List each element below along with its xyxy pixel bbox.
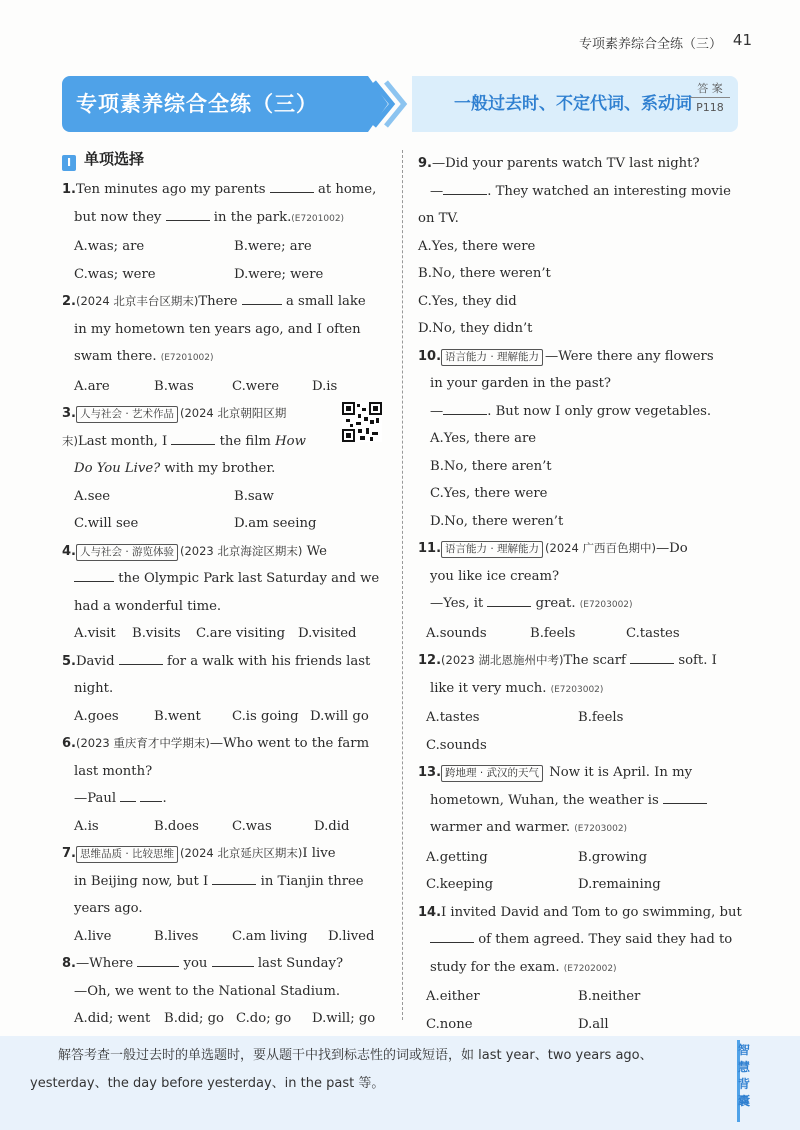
chapter-banner: [62, 76, 738, 132]
question-source: (2023 湖北恩施州中考): [441, 653, 564, 667]
option-c[interactable]: C.was: [232, 818, 272, 834]
question-text: years ago.: [74, 901, 143, 916]
question-source: (2024 北京延庆区期末): [180, 846, 303, 860]
qr-code-icon[interactable]: [342, 402, 382, 442]
question-text: you like ice cream?: [430, 568, 560, 584]
question-text: —Were there any flowers: [545, 348, 714, 364]
question-text: on TV.: [418, 211, 459, 226]
question-text: in your garden in the past?: [430, 376, 611, 391]
question-text: but now they: [74, 209, 162, 225]
answer-blank[interactable]: [119, 650, 163, 665]
question-2: [62, 288, 390, 400]
question-text: . But now I only grow vegetables.: [487, 403, 712, 419]
question-text: There: [198, 294, 238, 309]
topic-tag: 语言能力 · 理解能力: [441, 349, 543, 366]
question-number: 7.: [62, 846, 76, 861]
option-d[interactable]: D.am seeing: [234, 516, 317, 531]
option-c[interactable]: C.none: [426, 1016, 473, 1032]
question-source: (2024 北京朝阳区期: [180, 406, 287, 420]
option-d[interactable]: D.No, they didn’t: [418, 321, 533, 336]
option-b[interactable]: B.No, there aren’t: [430, 458, 552, 474]
question-text: great.: [535, 596, 576, 611]
question-text: study for the exam.: [430, 959, 560, 975]
question-4: [62, 538, 390, 648]
section-mark: I: [62, 155, 76, 171]
banner-title: 专项素养综合全练（三）: [62, 76, 362, 132]
question-9: [418, 150, 740, 343]
answer-blank[interactable]: [242, 290, 282, 305]
option-d[interactable]: D.remaining: [578, 877, 661, 892]
topic-tag: 人与社会 · 游览体验: [76, 544, 178, 561]
banner-subtitle: 一般过去时、不定代词、系动词: [454, 94, 692, 114]
question-text: last month?: [74, 763, 153, 779]
column-divider: [402, 150, 403, 1020]
question-6: [62, 730, 390, 840]
question-13: [418, 759, 740, 899]
option-b[interactable]: B.growing: [578, 849, 648, 865]
option-d[interactable]: D.lived: [328, 928, 375, 944]
option-a[interactable]: A.see: [74, 488, 111, 504]
option-c[interactable]: C.Yes, they did: [418, 293, 517, 309]
answer-blank[interactable]: [630, 649, 674, 664]
question-text: —Where: [75, 956, 134, 971]
question-number: 14.: [418, 904, 442, 920]
question-text: Last month, I: [78, 433, 168, 449]
option-c[interactable]: C.Yes, there were: [430, 486, 548, 501]
question-text: We: [306, 543, 327, 559]
option-c[interactable]: C.was; were: [74, 266, 156, 282]
question-text: —Who went to the farm: [209, 736, 370, 751]
question-number: 11.: [418, 541, 442, 556]
question-text: —: [430, 403, 444, 419]
option-b[interactable]: B.No, there weren’t: [418, 266, 551, 281]
question-code: (E7203002): [574, 824, 628, 834]
answer-blank[interactable]: [166, 206, 210, 221]
tip-text: 解答考查一般过去时的单选题时，要从题干中找到标志性的词或短语，如 last year、two years ago、: [58, 1048, 653, 1063]
answer-blank[interactable]: [212, 870, 256, 885]
option-c[interactable]: C.is going: [232, 708, 299, 724]
question-text: warmer and warmer.: [430, 820, 571, 835]
question-text: —: [430, 183, 444, 199]
question-7: [62, 840, 390, 950]
answer-blank[interactable]: [443, 180, 487, 195]
question-text: at home,: [317, 182, 377, 197]
answer-blank[interactable]: [137, 952, 179, 967]
option-a[interactable]: A.live: [74, 928, 112, 944]
option-a[interactable]: A.Yes, there were: [418, 238, 536, 254]
question-text: Ten minutes ago my parents: [75, 182, 266, 197]
answer-label: 答 案: [690, 81, 730, 98]
question-5: [62, 648, 390, 731]
question-text: in Tianjin three: [260, 873, 364, 889]
option-b[interactable]: B.went: [154, 708, 201, 724]
tip-badge: 智慧背囊: [737, 1043, 750, 1108]
question-text: you: [183, 956, 208, 971]
option-d[interactable]: D.will; go: [312, 1011, 376, 1026]
page-number: 41: [732, 31, 752, 49]
option-c[interactable]: C.am living: [232, 928, 308, 944]
option-b[interactable]: B.lives: [154, 928, 199, 944]
question-text: in my hometown ten years ago, and I often: [74, 321, 361, 337]
answer-blank[interactable]: [663, 789, 707, 804]
option-c[interactable]: C.will see: [74, 516, 139, 531]
option-b[interactable]: B.does: [154, 818, 199, 834]
question-text: in Beijing now, but I: [74, 873, 209, 889]
topic-tag: 语言能力 · 理解能力: [441, 541, 543, 558]
question-source: (2024 广西百色期中): [545, 541, 656, 555]
question-text: . They watched an interesting movie: [487, 183, 731, 199]
right-column: [418, 150, 740, 1038]
option-a[interactable]: A.are: [74, 378, 110, 394]
topic-tag: 人与社会 · 艺术作品: [76, 406, 178, 423]
question-source: (2023 北京海淀区期末): [180, 543, 303, 558]
question-code: (E7203002): [579, 600, 633, 610]
question-text: the film: [219, 433, 271, 449]
question-text: of them agreed. They said they had to: [478, 932, 733, 947]
option-a[interactable]: A.visit: [74, 626, 116, 641]
question-number: 10.: [418, 348, 442, 364]
question-text: with my brother.: [164, 461, 276, 476]
question-text: swam there.: [74, 349, 157, 364]
option-a[interactable]: A.is: [74, 818, 99, 834]
question-text: The scarf: [563, 653, 626, 668]
option-a[interactable]: A.was; are: [74, 239, 145, 254]
answer-blank[interactable]: [140, 787, 162, 802]
question-text: last Sunday?: [257, 956, 344, 971]
option-d[interactable]: D.were; were: [234, 266, 324, 282]
question-text: I live: [302, 846, 336, 861]
answer-blank[interactable]: [430, 928, 474, 943]
section-heading: [62, 148, 390, 176]
film-title: Do You Live?: [74, 461, 161, 476]
option-c[interactable]: C.keeping: [426, 877, 494, 892]
question-code: (E7201002): [291, 213, 345, 224]
question-text: —Yes, it: [430, 596, 484, 611]
option-b[interactable]: B.were; are: [234, 239, 312, 254]
tip-text: yesterday、the day before yesterday、in the past 等。: [30, 1076, 385, 1091]
question-code: (E7203002): [550, 684, 604, 695]
question-source: (2024 北京丰台区期末): [75, 294, 199, 308]
answer-page: P118: [696, 101, 724, 114]
film-title: How: [275, 433, 306, 449]
question-text: night.: [74, 681, 114, 696]
question-text: Now it is April. In my: [549, 765, 693, 780]
option-d[interactable]: D.did: [314, 818, 350, 834]
answer-blank[interactable]: [270, 178, 314, 193]
question-text: David: [75, 653, 115, 669]
question-number: 4.: [62, 543, 76, 559]
question-3: [62, 400, 390, 538]
question-number: 1.: [62, 182, 76, 197]
option-a[interactable]: A.tastes: [426, 710, 480, 725]
option-a[interactable]: A.did; went: [74, 1011, 151, 1026]
question-12: [418, 647, 740, 759]
section-title: 单项选择: [84, 150, 145, 168]
option-a[interactable]: A.Yes, there are: [430, 431, 537, 446]
answer-reference[interactable]: [690, 81, 730, 127]
chevron-arrows-icon: [354, 76, 414, 132]
option-d[interactable]: D.will go: [310, 708, 369, 724]
question-code: (E7202002): [563, 963, 617, 974]
question-number: 12.: [418, 653, 442, 668]
option-a[interactable]: A.sounds: [426, 625, 487, 641]
option-b[interactable]: B.feels: [578, 710, 624, 725]
question-text: —Paul: [74, 791, 117, 806]
option-b[interactable]: B.was: [154, 378, 194, 394]
question-number: 13.: [418, 765, 442, 780]
answer-blank[interactable]: [74, 567, 114, 582]
option-d[interactable]: D.all: [578, 1016, 609, 1032]
question-text: I invited David and Tom to go swimming, but: [441, 904, 742, 920]
question-text: in the park.: [213, 209, 292, 225]
answer-blank[interactable]: [120, 787, 136, 802]
question-text: —Did your parents watch TV last night?: [431, 156, 700, 171]
page-header-title: 专项素养综合全练（三）: [578, 37, 722, 52]
question-text: soft. I: [678, 653, 717, 668]
question-text: —Do: [655, 541, 688, 556]
question-text: —Oh, we went to the National Stadium.: [74, 983, 341, 999]
banner-subtitle-box: [412, 76, 738, 132]
question-11: [418, 535, 740, 647]
option-a[interactable]: A.goes: [74, 708, 119, 724]
option-d[interactable]: D.visited: [298, 626, 357, 641]
option-b[interactable]: B.visits: [132, 626, 181, 641]
option-b[interactable]: B.neither: [578, 989, 641, 1004]
question-source: (2023 重庆育才中学期末): [75, 736, 210, 750]
question-8: [62, 950, 390, 1033]
answer-blank[interactable]: [443, 400, 487, 415]
option-a[interactable]: A.getting: [426, 849, 488, 865]
answer-blank[interactable]: [171, 430, 215, 445]
option-a[interactable]: A.either: [426, 989, 480, 1004]
answer-blank[interactable]: [487, 592, 531, 607]
tip-box: [0, 1036, 800, 1130]
question-text: a small lake: [286, 294, 366, 309]
question-number: 6.: [62, 736, 76, 751]
question-code: (E7201002): [160, 353, 214, 363]
question-source: 末): [62, 433, 78, 448]
question-number: 9.: [418, 156, 432, 171]
option-c[interactable]: C.tastes: [626, 625, 680, 641]
option-c[interactable]: C.sounds: [426, 737, 487, 753]
option-c[interactable]: C.do; go: [236, 1011, 292, 1026]
option-c[interactable]: C.were: [232, 378, 280, 394]
option-c[interactable]: C.are visiting: [196, 626, 286, 641]
topic-tag: 思维品质 · 比较思维: [76, 846, 178, 863]
question-text: like it very much.: [430, 680, 547, 696]
option-b[interactable]: B.did; go: [164, 1011, 225, 1026]
option-b[interactable]: B.feels: [530, 625, 576, 641]
question-number: 2.: [62, 294, 76, 309]
answer-blank[interactable]: [212, 952, 254, 967]
question-text: hometown, Wuhan, the weather is: [430, 792, 659, 808]
question-number: 8.: [62, 956, 76, 971]
question-10: [418, 343, 740, 536]
option-d[interactable]: D.No, there weren’t: [430, 513, 564, 529]
question-1: [62, 176, 390, 288]
option-d[interactable]: D.is: [312, 378, 338, 394]
question-14: [418, 899, 740, 1039]
question-text: .: [162, 791, 167, 806]
left-column: [62, 148, 390, 1033]
question-number: 3.: [62, 406, 76, 421]
question-text: had a wonderful time.: [74, 598, 222, 614]
option-b[interactable]: B.saw: [234, 488, 274, 504]
question-number: 5.: [62, 653, 76, 669]
question-text: for a walk with his friends last: [166, 653, 371, 669]
topic-tag: 跨地理 · 武汉的天气: [441, 765, 543, 782]
question-text: the Olympic Park last Saturday and we: [118, 571, 380, 586]
